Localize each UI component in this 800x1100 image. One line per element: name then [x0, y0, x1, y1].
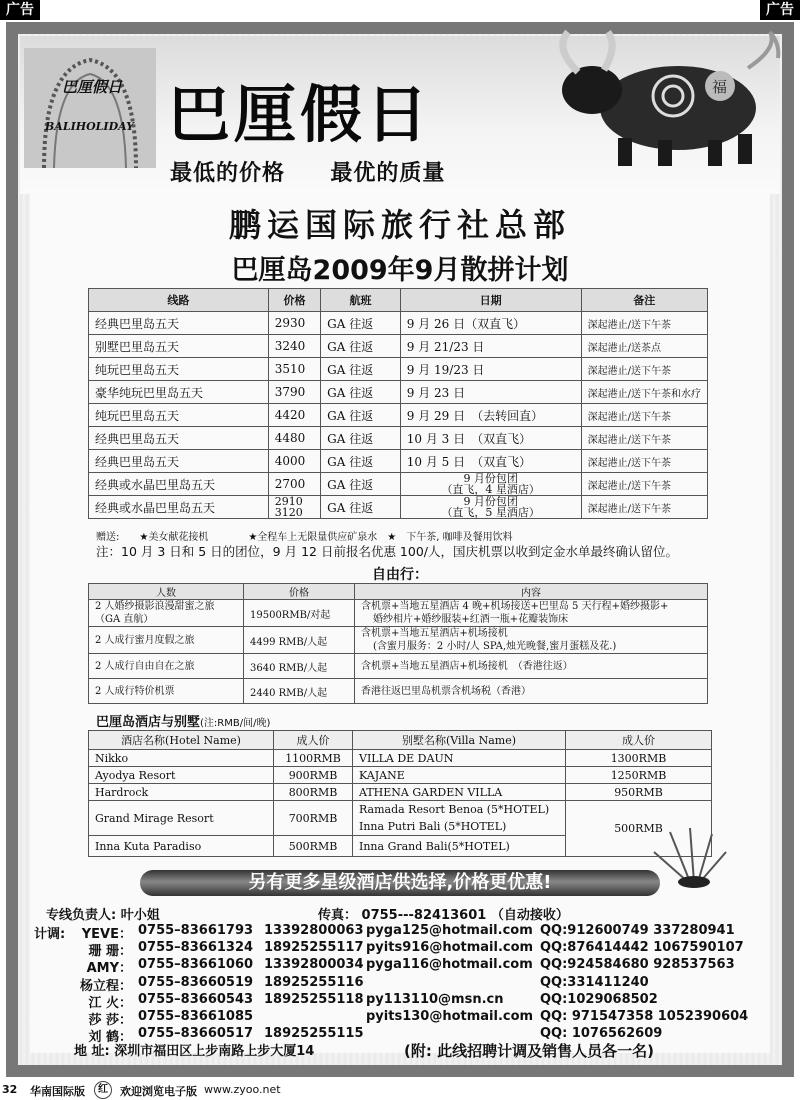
contact-email: pyits916@hotmail.com [366, 940, 534, 956]
table-row [89, 679, 708, 704]
col-villa: 别墅名称(Villa Name) [353, 731, 566, 750]
table-row [89, 496, 708, 519]
hotel-name: Grand Mirage Resort [89, 801, 274, 836]
flight-cell: GA 往返 [321, 358, 401, 381]
table-row [89, 358, 708, 381]
col-remark: 备注 [581, 289, 707, 312]
remark-cell: 深起港止/送下午茶和水疗 [581, 381, 707, 404]
arch-logo-icon [24, 48, 156, 168]
date-cell [400, 496, 581, 519]
table-row [89, 335, 708, 358]
villa-price: 950RMB [566, 784, 712, 801]
contact-name: 江 火： [88, 995, 132, 1011]
flight-cell: GA 往返 [321, 450, 401, 473]
contact-email: pyits130@hotmail.com [366, 1009, 534, 1024]
flight-cell: GA 往返 [321, 404, 401, 427]
contact-email: pyga116@hotmail.com [366, 957, 533, 973]
contact-name: YEVE： [81, 927, 132, 942]
price-cell: 3510 [268, 358, 320, 381]
slogan [170, 156, 445, 187]
price-cell [268, 496, 320, 519]
contact-phone: 0755–83661085 [138, 1009, 254, 1024]
contact-name: AMY： [86, 961, 132, 977]
people-line: （GA 直航） [95, 614, 154, 625]
people-line: 2 人成行蜜月度假之旅 [95, 634, 195, 646]
booking-note: 注：10 月 3 日和 5 日的团位，9 月 12 日前报名优惠 100/人，国庆机票以收到定金水单最终确认留位。 [96, 544, 679, 559]
col-price: 价格 [268, 289, 320, 312]
address-text: 深圳市福田区上步南路上步大厦14 [114, 1044, 315, 1059]
villa-name: ATHENA GARDEN VILLA [353, 784, 566, 801]
people-cell [89, 679, 244, 704]
contact-qq: QQ:912600749 337280941 [540, 923, 735, 938]
content-cell [355, 654, 708, 679]
contact-name: 刘 鹤： [88, 1030, 132, 1046]
table-row [89, 784, 712, 801]
edition-badge-icon: 红 [94, 1081, 112, 1099]
route-cell: 经典巴里岛五天 [89, 427, 269, 450]
fax-label: 传真： [318, 908, 358, 923]
table-row [89, 767, 712, 784]
manager-label: 专线负责人: [46, 908, 117, 923]
edition-name: 华南国际版 [30, 1085, 85, 1098]
route-cell: 经典巴里岛五天 [89, 312, 269, 335]
villa-price: 1250RMB [566, 767, 712, 784]
content-line: 含机票+当地五星酒店 4 晚+机场接送+巴里岛 5 天行程+婚纱摄影+ [361, 601, 669, 612]
contact-name: 莎 莎： [88, 1013, 132, 1028]
fax-line [318, 904, 569, 923]
table-row [89, 750, 712, 767]
price-cell: 4499 RMB/人起 [244, 627, 355, 654]
contact-mobile: 18925255115 [264, 1026, 364, 1042]
content-line: 婚纱相片+婚纱服装+红酒一瓶+花瓣装饰床 [373, 614, 569, 625]
col-content: 内容 [355, 584, 708, 600]
manager-line [46, 904, 160, 923]
route-cell: 纯玩巴里岛五天 [89, 358, 269, 381]
people-cell [89, 627, 244, 654]
address-label: 地 址: [74, 1044, 110, 1059]
price-line: 2910 [274, 495, 303, 508]
content-cell [355, 600, 708, 627]
content-cell [355, 679, 708, 704]
table-row [89, 404, 708, 427]
flight-cell: GA 往返 [321, 335, 401, 358]
remark-cell: 深起港止/送下午茶 [581, 473, 707, 496]
price-cell: 3790 [268, 381, 320, 404]
page-number: 32 [2, 1083, 18, 1096]
people-cell [89, 654, 244, 679]
remark-cell: 深起港止/送下午茶 [581, 358, 707, 381]
people-line: 2 人婚纱摄影浪漫甜蜜之旅 [95, 601, 215, 612]
contact-email: py113110@msn.cn [366, 991, 504, 1007]
villa-price: 1300RMB [566, 750, 712, 767]
route-cell: 别墅巴里岛五天 [89, 335, 269, 358]
price-cell: 2700 [268, 473, 320, 496]
price-cell: 2930 [268, 312, 320, 335]
fax-number: 0755---82413601 [361, 908, 487, 923]
date-line: 9 月份包团 [463, 495, 518, 508]
villa-line: Inna Putri Bali (5*HOTEL) [359, 820, 507, 833]
recruit-note: (附: 此线招聘计调及销售人员各一名) [404, 1042, 654, 1060]
content-line: 香港往返巴里岛机票含机场税（香港） [361, 685, 531, 697]
contact-mobile: 18925255118 [264, 991, 364, 1007]
hotel-section-title [96, 711, 270, 730]
date-cell: 10 月 5 日 （双直飞） [400, 450, 581, 473]
hotel-name: Hardrock [89, 784, 274, 801]
table-row [89, 627, 708, 654]
tour-schedule-table [88, 288, 708, 519]
date-line: （直飞，5 星酒店） [441, 506, 540, 519]
date-cell: 9 月 23 日 [400, 381, 581, 404]
villa-name: VILLA DE DAUN [353, 750, 566, 767]
price-cell: 4480 [268, 427, 320, 450]
content-cell [355, 627, 708, 654]
villa-line: Ramada Resort Benoa (5*HOTEL) [359, 803, 550, 816]
jidiao-label: 计调: [34, 927, 66, 942]
date-cell [400, 473, 581, 496]
contact-qq: QQ:1029068502 [540, 991, 658, 1007]
col-flight: 航班 [321, 289, 401, 312]
contact-phone: 0755–83661793 [138, 923, 254, 938]
people-line: 2 人成行自由自在之旅 [95, 660, 195, 672]
col-route: 线路 [89, 289, 269, 312]
col-price: 价格 [244, 584, 355, 600]
contact-mobile: 18925255116 [264, 974, 364, 990]
remark-cell: 深起港止/送下午茶 [581, 427, 707, 450]
route-cell: 经典或水晶巴里岛五天 [89, 496, 269, 519]
contact-qq: QQ: 1076562609 [540, 1026, 663, 1042]
route-cell: 豪华纯玩巴里岛五天 [89, 381, 269, 404]
contact-name: 杨立程： [79, 978, 132, 994]
col-people: 人数 [89, 584, 244, 600]
price-line: 3120 [274, 506, 303, 519]
fax-note: （自动接收） [490, 908, 569, 923]
remark-cell: 深起港止/送茶点 [581, 335, 707, 358]
contact-qq: QQ:331411240 [540, 974, 649, 990]
flight-cell: GA 往返 [321, 496, 401, 519]
contact-mobile: 13392800063 [264, 923, 364, 938]
villa-name: KAJANE [353, 767, 566, 784]
hotel-price: 1100RMB [274, 750, 353, 767]
villa-price: 500RMB [566, 801, 712, 857]
contact-email: pyga125@hotmail.com [366, 923, 533, 938]
gifts-line: 赠送: ★美女献花接机 ★全程车上无限量供应矿泉水 ★ 下午茶, 咖啡及餐用饮料 [96, 532, 513, 543]
date-line: （直飞，4 星酒店） [441, 483, 540, 496]
ad-label-left: 广告 [0, 0, 40, 20]
address-line [74, 1040, 314, 1059]
date-cell: 9 月 26 日（双直飞） [400, 312, 581, 335]
contact-mobile: 18925255117 [264, 940, 364, 956]
table-row [89, 381, 708, 404]
col-villa-price: 成人价 [566, 731, 712, 750]
contact-phone: 0755–83660543 [138, 991, 254, 1007]
price-cell: 3640 RMB/人起 [244, 654, 355, 679]
col-date: 日期 [400, 289, 581, 312]
date-line: 9 月份包团 [463, 472, 518, 485]
bull-illustration-icon [548, 28, 784, 168]
content-line: (含蜜月服务：2 小时/人 SPA,烛光晚餐,蜜月蛋糕及花.) [373, 641, 617, 652]
col-hotel-price: 成人价 [274, 731, 353, 750]
free-travel-table [88, 583, 708, 704]
table-row [89, 600, 708, 627]
hotel-title-text: 巴厘岛酒店与别墅 [96, 715, 201, 730]
flight-cell: GA 往返 [321, 427, 401, 450]
hotel-price: 700RMB [274, 801, 353, 836]
hotel-name: Inna Kuta Paradiso [89, 836, 274, 857]
agency-name: 鹏运国际旅行社总部 [228, 206, 571, 244]
villa-name: Inna Grand Bali(5*HOTEL) [353, 836, 566, 857]
contact-phone: 0755–83660519 [138, 974, 254, 990]
date-cell: 9 月 29 日 （去转回直） [400, 404, 581, 427]
price-cell: 19500RMB/对起 [244, 600, 355, 627]
hotel-name: Nikko [89, 750, 274, 767]
contact-phone: 0755–83661060 [138, 957, 254, 973]
hotel-title-note: (注:RMB/间/晚) [200, 718, 271, 729]
contact-phone: 0755–83661324 [138, 940, 254, 956]
table-row [89, 654, 708, 679]
price-cell: 4420 [268, 404, 320, 427]
content-line: 含机票+当地五星酒店+机场接机 （香港往返） [361, 660, 573, 672]
contact-qq: QQ:924584680 928537563 [540, 957, 735, 973]
fortune-seal: 福 [712, 78, 728, 96]
people-cell [89, 600, 244, 627]
site-url[interactable]: www.zyoo.net [204, 1083, 281, 1096]
welcome-text: 欢迎浏览电子版 [120, 1085, 197, 1098]
flight-cell: GA 往返 [321, 381, 401, 404]
contact-qq: QQ:876414442 1067590107 [540, 940, 744, 956]
hotel-price: 800RMB [274, 784, 353, 801]
hotel-price: 900RMB [274, 767, 353, 784]
hotel-price: 500RMB [274, 836, 353, 857]
page-footer [0, 1080, 800, 1100]
brand-name-cn: 巴厘假日 [62, 78, 123, 96]
villa-name [353, 801, 566, 836]
contact-qq: QQ: 971547358 1052390604 [540, 1009, 749, 1024]
flight-cell: GA 往返 [321, 473, 401, 496]
ad-label-right: 广告 [760, 0, 800, 20]
price-cell: 2440 RMB/人起 [244, 679, 355, 704]
slogan-price: 最低的价格 [170, 161, 286, 186]
date-cell: 9 月 21/23 日 [400, 335, 581, 358]
people-line: 2 人成行特价机票 [95, 685, 175, 697]
date-cell: 10 月 3 日 （双直飞） [400, 427, 581, 450]
remark-cell: 深起港止/送下午茶 [581, 450, 707, 473]
table-row [89, 312, 708, 335]
col-hotel: 酒店名称(Hotel Name) [89, 731, 274, 750]
hotel-name: Ayodya Resort [89, 767, 274, 784]
contact-name: 珊 珊： [88, 944, 132, 960]
main-title: 巴厘假日 [168, 78, 433, 151]
promo-banner: 另有更多星级酒店供选择,价格更优惠! [140, 870, 660, 896]
flight-cell: GA 往返 [321, 312, 401, 335]
content-line: 含机票+当地五星酒店+机场接机 [361, 628, 508, 639]
plan-title: 巴厘岛2009年9月散拼计划 [231, 255, 569, 286]
slogan-quality: 最优的质量 [330, 161, 446, 186]
table-row [89, 473, 708, 496]
route-cell: 经典巴里岛五天 [89, 450, 269, 473]
manager-name: 叶小姐 [120, 908, 160, 923]
table-row [89, 427, 708, 450]
contact-phone: 0755–83660517 [138, 1026, 254, 1042]
brand-name-en: BALIHOLIDAY [45, 120, 134, 133]
date-cell: 9 月 19/23 日 [400, 358, 581, 381]
remark-cell: 深起港止/送下午茶 [581, 496, 707, 519]
table-row [89, 801, 712, 836]
contact-mobile: 13392800034 [264, 957, 364, 973]
price-cell: 4000 [268, 450, 320, 473]
route-cell: 经典或水晶巴里岛五天 [89, 473, 269, 496]
price-cell: 3240 [268, 335, 320, 358]
route-cell: 纯玩巴里岛五天 [89, 404, 269, 427]
remark-cell: 深起港止/送下午茶 [581, 312, 707, 335]
hotel-price-table [88, 730, 712, 857]
table-row [89, 450, 708, 473]
free-travel-title: 自由行： [372, 567, 428, 583]
remark-cell: 深起港止/送下午茶 [581, 404, 707, 427]
